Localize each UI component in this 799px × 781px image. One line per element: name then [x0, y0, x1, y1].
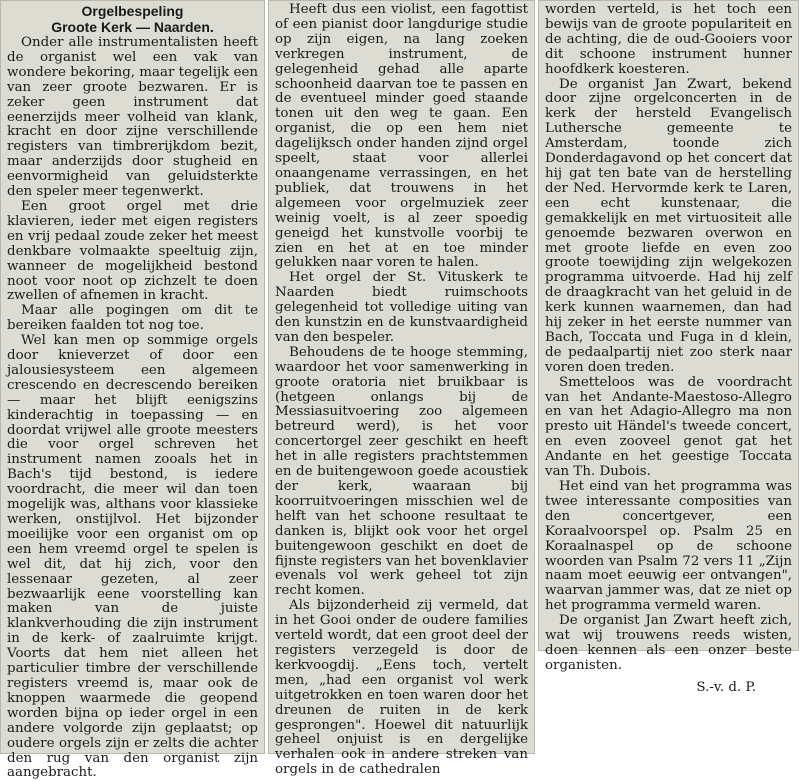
author-signature: S.-v. d. P.: [696, 679, 756, 695]
paragraph: Maar alle pogingen om dit te bereiken faalden tot nog toe.: [7, 303, 258, 334]
paragraph: worden verteld, is het toch een bewijs van de groote populariteit en de achting, die de oud-Gooiers voor dit schoone instrument hunner hoofdkerk koesteren.: [545, 2, 792, 77]
paragraph: De organist Jan Zwart, bekend door zijne orgelconcerten in de kerk der hersteld Evangelisch Luthersche gemeente te Amsterdam, toonde zich Donderdagavond op het concert dat hij gat ten bate van de herstelling der Ned. Hervormde kerk te Laren, een echt kunstenaar, die gemakkelijk en met virtuositeit alle genoemde bezwaren overwon en met groote liefde en even zoo groote toewijding zijn welgekozen programma uitvoerde. Had hij zelf de draagkracht van het geluid in de kerk kunnen waarnemen, dan had hij zeker in het eerste nummer van Bach, Toccata und Fuga in d klein, de pedaalpartij niet zoo sterk naar voren doen treden.: [545, 76, 792, 375]
clipping-column-2: [268, 0, 535, 778]
paragraph: Smetteloos was de voordracht van het Andante-Maestoso-Allegro en van het Adagio-Allegro ma non presto uit Händel's tweede concert, en even zooveel genot gat het Andante en het geestige Toccata van Th. Dubois.: [545, 374, 792, 480]
paragraph: De organist Jan Zwart heeft zich, wat wij trouwens reeds wisten, doen kennen als een onzer beste organisten.: [545, 613, 792, 673]
clipping-column-3: [538, 0, 799, 695]
paragraph: Het eind van het programma was twee interessante composities van den concertgever, een Koraalvoorspel op. Psalm 25 en Koraalnaspel op de schoone woorden van Psalm 72 vers 11 „Zijn naam moet eeuwig eer ontvangen", waarvan jammer was, dat ze niet op het programma vermeld waren.: [545, 479, 792, 614]
clipping-column-1: [0, 0, 265, 781]
paragraph: Een groot orgel met drie klavieren, ieder met eigen registers en vrij pedaal zoude zeker het meest denkbare volmaakte speeltuig zijn, wanneer de mogelijkheid bestond noot voor noot op zichzelt te doen zwellen of afnemen in kracht.: [7, 198, 258, 304]
article-title: Orgelbespeling: [81, 3, 184, 19]
article-subtitle: Groote Kerk — Naarden.: [51, 19, 214, 35]
paragraph: Wel kan men op sommige orgels door knieverzet of door een jalousiesysteem een algemeen crescendo en decrescendo bereiken — maar het blijft eenigszins kinderachtig in toepassing — en doordat vrijwel alle groote meesters die voor orgel schreven het instrument namen zooals het in Bach's tijd bestond, is iedere voordracht, die meer wil dan toen mogelijk was, althans voor klassieke werken, onstijlvol. Het bijzonder moeilijke voor een organist om op een hem vreemd orgel te spelen is wel dit, dat hij zich, voor den lessenaar gezeten, al zeer bezwaarlijk eene voorstelling kan maken van de juiste klankverhouding die zijn instrument in de kerk- of zaalruimte krijgt. Voorts dat hem niet alleen het particulier timbre der verschillende registers vreemd is, maar ook de knoppen waarmede die geopend worden bijna op ieder orgel in een andere volgorde zijn geplaatst; op oudere orgels zijn er zelts die achter den rug van den organist zijn aangebracht.: [7, 333, 258, 781]
paragraph: Heeft dus een violist, een fagottist of een pianist door langdurige studie op zijn eigen, na lang zoeken verkregen instrument, de gelegenheid gehad alle aparte schoonheid daarvan toe te passen en de eventueel minder goed staande tonen uit den weg te gaan. Een organist, die op een hem niet dagelijksch onder handen zijnd orgel speelt, staat voor allerlei onaangename verrassingen, en het publiek, dat trouwens in het algemeen voor orgelmuziek zeer weinig voelt, is al zeer spoedig geneigd het kunstvolle voorbij te zien en het at en toe minder gelukken naar voren te halen.: [275, 2, 528, 271]
paragraph: Behoudens de te hooge stemming, waardoor het voor samenwerking in groote oratoria niet bruikbaar is (hetgeen onlangs bij de Messiasuitvoering zoo algemeen betreurd werd), is het voor concertorgel zeer geschikt en heeft het in alle registers prachtstemmen en de buitengewoon goede acoustiek der kerk, waaraan bij koorruitvoeringen misschien wel de helft van het schoone resultaat te danken is, blijkt ook voor het orgel buitengewoon geschikt en doet de fijnste registers van het bovenklavier evenals vol werk geheel tot zijn recht komen.: [275, 344, 528, 599]
paragraph: Als bijzonderheid zij vermeld, dat in het Gooi onder de oudere families verteld wordt, dat een groot deel der registers verzegeld is door de kerkvoogdij. „Eens toch, vertelt men, „had een organist vol werk uitgetrokken en toen waren door het dreunen de ruiten in de kerk gesprongen". Hoewel dit natuurlijk geheel onjuist is en dergelijke verhalen ook in andere streken van orgels in de cathedralen: [275, 598, 528, 778]
paragraph: Het orgel der St. Vituskerk te Naarden biedt ruimschoots gelegenheid tot volledige uiting van den kunstzin en de kunstvaardigheid van den bespeler.: [275, 270, 528, 345]
paragraph: Onder alle instrumentalisten heeft de organist wel een vak van wondere bekoring, maar tegelijk een van zeer groote bezwaren. Er is zeker geen instrument dat eenerzijds meer volheid van klank, kracht en door zijne verschillende registers van timbrerijkdom bezit, maar anderzijds door stugheid en eenvormigheid van geluidsterkte den speler meer tegenwerkt.: [7, 35, 258, 200]
